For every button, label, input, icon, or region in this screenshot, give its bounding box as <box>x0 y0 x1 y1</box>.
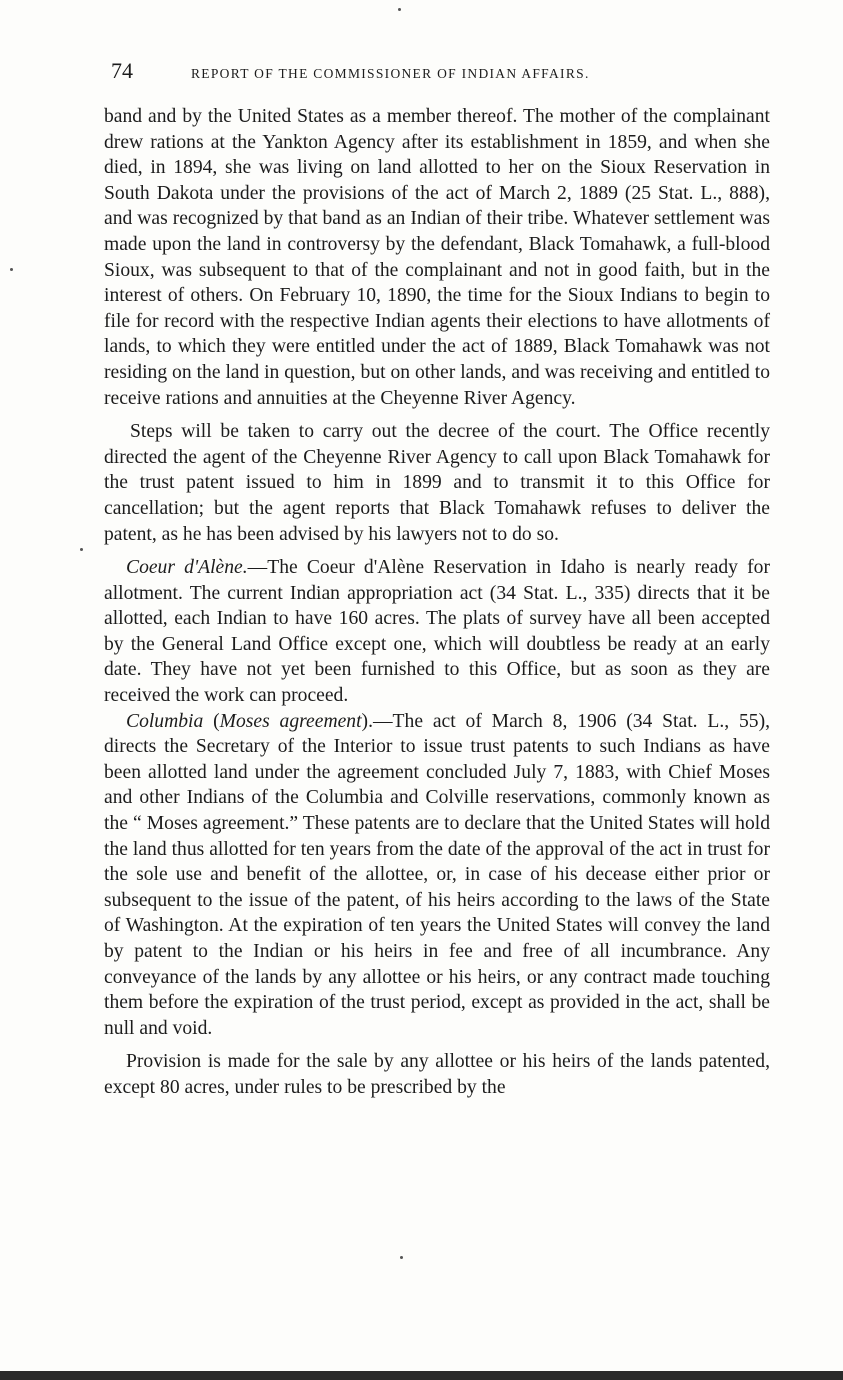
scan-speck <box>80 548 83 551</box>
section-lead-coeur-d-alene: Coeur d'Alène. <box>126 557 248 579</box>
section-lead-moses-agreement: Moses agreement <box>219 710 362 732</box>
scan-speck <box>398 8 401 11</box>
body-text <box>104 104 770 1101</box>
scan-speck <box>400 1256 403 1259</box>
paragraph-columbia-text: .—The act of March 8, 1906 (34 Stat. L., 55), directs the Secretary of the Interior to issue trust patents to such Indians as have been allotted land under the agreement concluded July 7, 1883, with Chief Moses and other Indians of the Columbia and Colville reservations, commonly known as the “ Moses agreement.” These patents are to declare that the United States will hold the land thus allotted for ten years from the date of the approval of the act in trust for the sole use and benefit of the allottee, or, in case of his decease either prior or subsequent to the issue of the patent, of his heirs according to the laws of the State of Washington. At the expiration of ten years the United States will convey the land by patent to the Indian or his heirs in fee and free of all incumbrance. Any conveyance of the lands by any allottee or his heirs, or any contract made touching them before the expiration of the trust period, except as provided in the act, shall be null and void. <box>104 710 770 1039</box>
paragraph-provision-sale: Provision is made for the sale by any allottee or his heirs of the lands patented, except 80 acres, under rules to be prescribed by the <box>104 1051 770 1098</box>
paragraph-coeur-d-alene-text: —The Coeur d'Alène Reservation in Idaho is nearly ready for allotment. The current Indian appropriation act (34 Stat. L., 335) directs that it be allotted, each Indian to have 160 acres. The plats of survey have all been accepted by the General Land Office except one, which will doubtless be ready at an early date. They have not yet been furnished to this Office, but as soon as they are received the work can proceed. <box>104 557 770 707</box>
paragraph-columbia: Columbia (Moses agreement).—The act of March 8, 1906 (34 Stat. L., 55), directs the Secretary of the Interior to issue trust patents to such Indians as have been allotted land under the agreement concluded July 7, 1883, with Chief Moses and other Indians of the Columbia and Colville reservations, commonly known as the “ Moses agreement.” These patents are to declare that the United States will hold the land thus allotted for ten years from the date of the approval of the act in trust for the sole use and benefit of the allottee, or, in case of his decease either prior or subsequent to the issue of the patent, of his heirs according to the laws of the State of Washington. At the expiration of ten years the United States will convey the land by patent to the Indian or his heirs in fee and free of all incumbrance. Any conveyance of the lands by any allottee or his heirs, or any contract made touching them before the expiration of the trust period, except as provided in the act, shall be null and void. <box>104 710 770 1039</box>
page-header <box>111 58 771 88</box>
running-head: REPORT OF THE COMMISSIONER OF INDIAN AFFAIRS. <box>191 66 590 81</box>
page-bottom-edge <box>0 1371 843 1380</box>
paragraph-complainant-mother: band and by the United States as a member thereof. The mother of the complainant drew rations at the Yankton Agency after its establishment in 1859, and when she died, in 1894, she was living on land allotted to her on the Sioux Reservation in South Dakota under the provisions of the act of March 2, 1889 (25 Stat. L., 888), and was recognized by that band as an Indian of their tribe. Whatever settlement was made upon the land in controversy by the defendant, Black Tomahawk, a full-blood Sioux, was subsequent to that of the complainant and not in good faith, but in the interest of others. On February 10, 1890, the time for the Sioux Indians to begin to file for record with the respective Indian agents their elections to have allotments of lands, to which they were entitled under the act of 1889, Black Tomahawk was not residing on the land in question, but on other lands, and was receiving and entitled to receive rations and annuities at the Cheyenne River Agency. <box>104 106 770 409</box>
paragraph-decree-steps: Steps will be taken to carry out the decree of the court. The Office recently directed the agent of the Cheyenne River Agency to call upon Black Tomahawk for the trust patent issued to him in 1899 and to transmit it to this Office for cancellation; but the agent reports that Black Tomahawk refuses to deliver the patent, as he has been advised by his lawyers not to do so. <box>104 421 770 545</box>
paragraph-coeur-d-alene <box>104 555 770 709</box>
page-number: 74 <box>111 58 133 83</box>
scan-speck <box>10 268 13 271</box>
section-lead-columbia: Columbia <box>126 710 204 732</box>
